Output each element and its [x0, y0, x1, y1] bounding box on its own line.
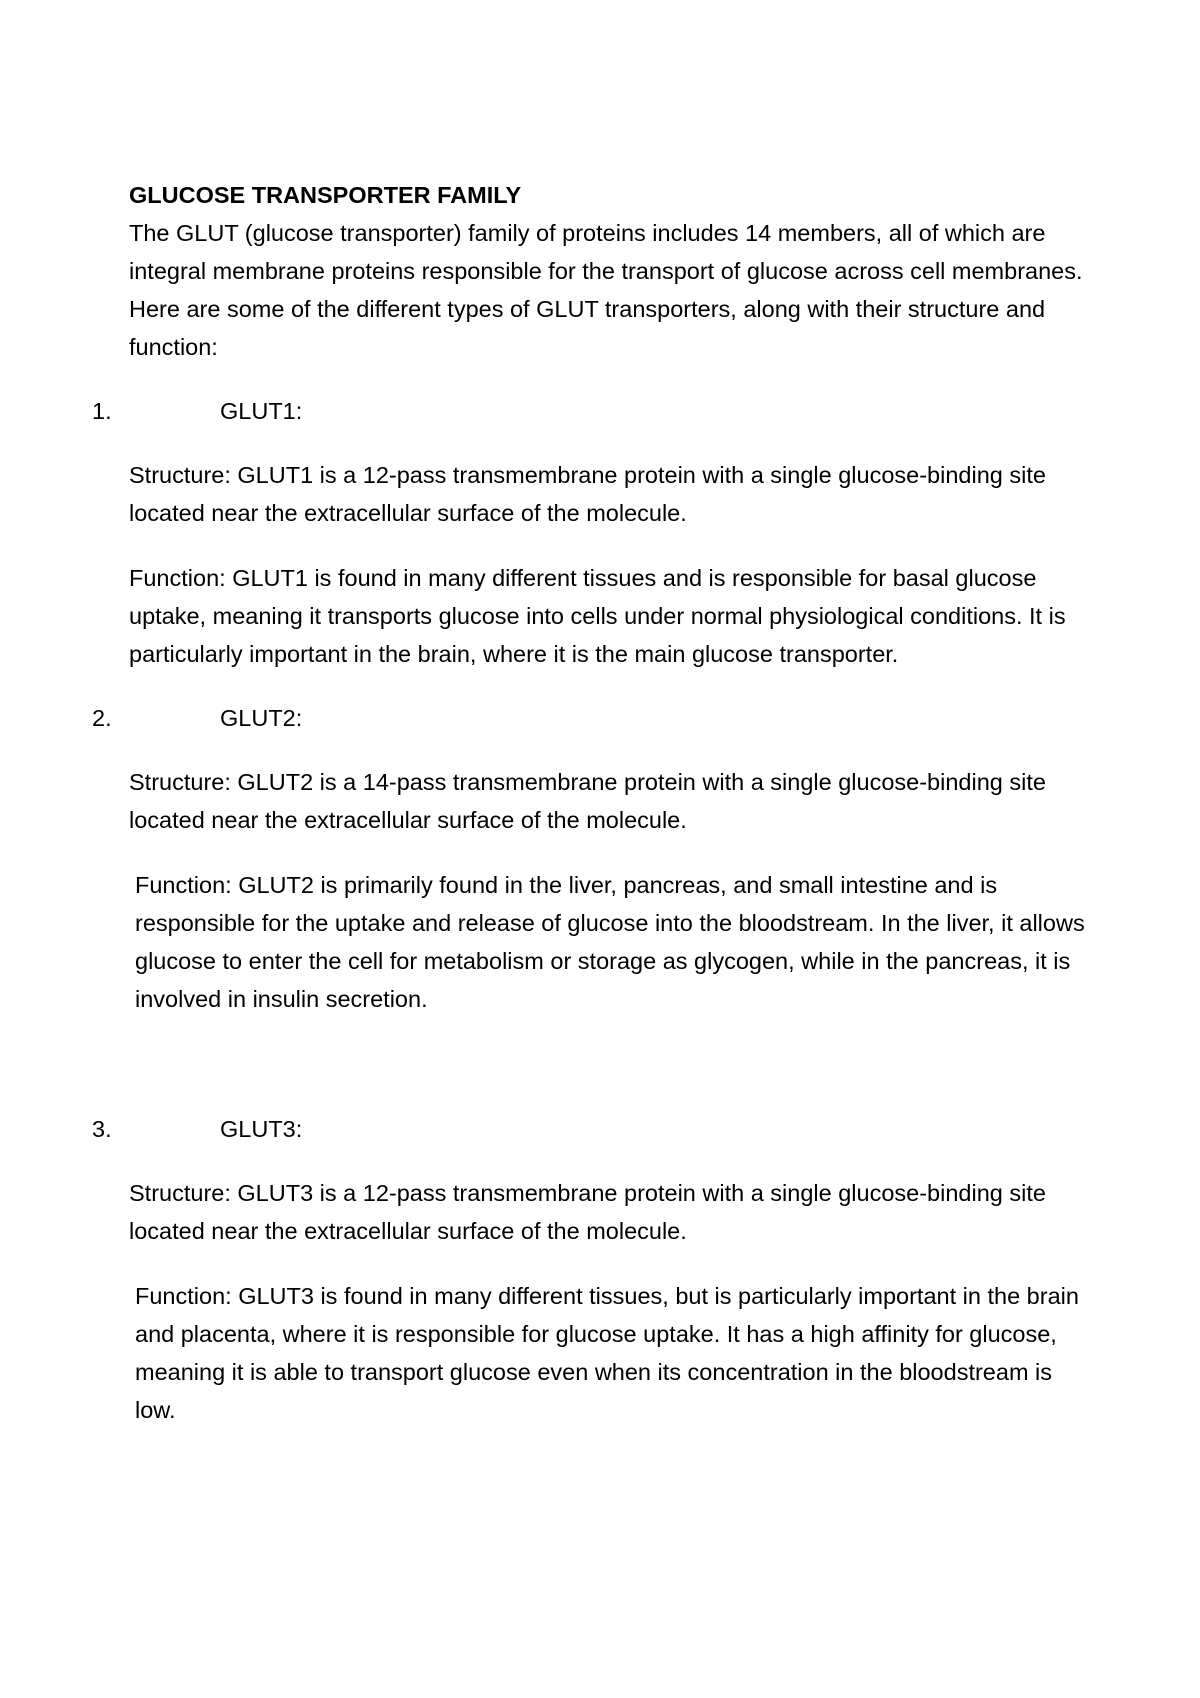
- list-number: 3.: [92, 1116, 112, 1142]
- list-number: 2.: [92, 705, 112, 731]
- intro-paragraph: The GLUT (glucose transporter) family of proteins includes 14 members, all of which are integral membrane proteins responsible for the transport of glucose across cell membranes. Here are some of the different types of GLUT transporters, along with their structure and function:: [129, 220, 1083, 360]
- function-paragraph: Function: GLUT2 is primarily found in the liver, pancreas, and small intestine and is responsible for the uptake and release of glucose into the bloodstream. In the liver, it allows glucose to enter the cell for metabolism or storage as glycogen, while in the pancreas, it is involved in insulin secretion.: [135, 872, 1085, 1012]
- glut2-section: [92, 699, 1089, 1018]
- list-item-heading: [92, 1110, 1089, 1148]
- document-title: GLUCOSE TRANSPORTER FAMILY: [129, 182, 522, 208]
- list-item-name: GLUT2:: [220, 705, 303, 731]
- function-paragraph: Function: GLUT3 is found in many different tissues, but is particularly important in the brain and placenta, where it is responsible for glucose uptake. It has a high affinity for glucose, meaning it is able to transport glucose even when its concentration in the bloodstream is low.: [135, 1283, 1079, 1423]
- list-item-name: GLUT1:: [220, 398, 303, 424]
- list-number: 1.: [92, 398, 112, 424]
- structure-paragraph: Structure: GLUT2 is a 14-pass transmembrane protein with a single glucose-binding site located near the extracellular surface of the molecule.: [129, 769, 1046, 833]
- function-paragraph: Function: GLUT1 is found in many different tissues and is responsible for basal glucose uptake, meaning it transports glucose into cells under normal physiological conditions. It is particularly important in the brain, where it is the main glucose transporter.: [129, 565, 1066, 667]
- glut1-section: [92, 392, 1089, 673]
- document-body: [92, 176, 1089, 1429]
- list-item-name: GLUT3:: [220, 1116, 303, 1142]
- glut3-section: [92, 1110, 1089, 1429]
- structure-paragraph: Structure: GLUT1 is a 12-pass transmembrane protein with a single glucose-binding site located near the extracellular surface of the molecule.: [129, 462, 1046, 526]
- list-item-heading: [92, 699, 1089, 737]
- structure-paragraph: Structure: GLUT3 is a 12-pass transmembrane protein with a single glucose-binding site located near the extracellular surface of the molecule.: [129, 1180, 1046, 1244]
- list-item-heading: [92, 392, 1089, 430]
